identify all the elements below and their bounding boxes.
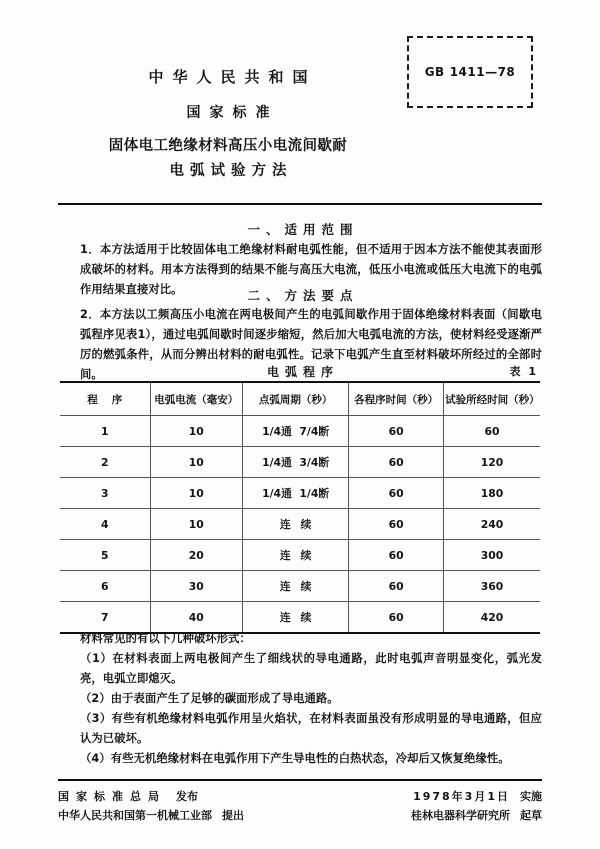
arc-program-table <box>60 381 540 634</box>
footer-effective-group <box>413 787 542 806</box>
footer-drafter: 桂林电器科学研究所 <box>411 809 510 822</box>
table-header-row <box>60 382 540 416</box>
cell-elapsed: 360 <box>444 571 540 602</box>
failure-mode-item-text: （3）有些有机绝缘材料电弧作用呈火焰状，在材料表面虽没有形成明显的导电通路，但应认为已破坏。 <box>80 712 542 745</box>
failure-modes-intro <box>58 629 542 649</box>
cell-current: 30 <box>150 571 243 602</box>
table-row <box>60 509 540 540</box>
cell-program: 3 <box>60 478 150 509</box>
cell-duration: 60 <box>349 478 444 509</box>
cell-duration: 60 <box>349 602 444 634</box>
footer-effective-action: 实施 <box>520 790 542 803</box>
footer-proposer: 中华人民共和国第一机械工业部 <box>58 809 212 822</box>
cell-current: 10 <box>150 447 243 478</box>
cell-elapsed: 420 <box>444 602 540 634</box>
column-header-current: 电弧电流（毫安） <box>150 382 243 416</box>
cell-elapsed: 300 <box>444 540 540 571</box>
cell-current: 10 <box>150 416 243 447</box>
cell-current: 10 <box>150 478 243 509</box>
table-header <box>60 382 540 416</box>
failure-mode-item <box>58 749 542 769</box>
cell-cycle: 1/4通 1/4断 <box>243 478 349 509</box>
table-row <box>60 416 540 447</box>
cell-cycle: 连续 <box>243 571 349 602</box>
column-header-program: 程序 <box>60 382 150 416</box>
footer-proposer-action: 提出 <box>222 809 244 822</box>
cell-duration: 60 <box>349 416 444 447</box>
table-caption: 电弧程序 <box>266 365 339 379</box>
cell-duration: 60 <box>349 540 444 571</box>
cell-duration: 60 <box>349 571 444 602</box>
table-row <box>60 540 540 571</box>
section-body-scope-text: 1．本方法适用于比较固体电工绝缘材料耐电弧性能，但不适用于因本方法不能使其表面形成破坏的材料。用本方法得到的结果不能与高压大电流，低压小电流或低压大电流下的电弧作用结果直接对比。 <box>80 243 542 296</box>
section-heading-scope: 一、适用范围 <box>247 222 359 237</box>
table-row <box>60 447 540 478</box>
table-number: 表 1 <box>509 365 538 378</box>
footer-issuer-action: 发布 <box>176 790 198 803</box>
cell-elapsed: 180 <box>444 478 540 509</box>
failure-mode-item <box>58 709 542 749</box>
failure-mode-item <box>58 689 542 709</box>
page-sheet <box>58 0 542 849</box>
footer-drafter-action: 起草 <box>520 809 542 822</box>
cell-current: 10 <box>150 509 243 540</box>
standard-number-box <box>407 36 533 108</box>
failure-mode-item <box>58 649 542 689</box>
footer-row-proposer <box>58 806 542 825</box>
cell-program: 7 <box>60 602 150 634</box>
cell-program: 1 <box>60 416 150 447</box>
failure-mode-item-text: （1）在材料表面上两电极间产生了细线状的导电通路，此时电弧声音明显变化，弧光发亮，电弧立即熄灭。 <box>80 652 542 685</box>
header-divider <box>58 203 542 205</box>
masthead <box>58 62 398 184</box>
cell-elapsed: 240 <box>444 509 540 540</box>
failure-mode-item-text: （2）由于表面产生了足够的碳面形成了导电通路。 <box>80 692 339 705</box>
failure-modes-intro-text: 材料常见的有以下几种破坏形式： <box>80 632 251 645</box>
column-header-elapsed: 试验所经时间（秒） <box>444 382 540 416</box>
footer-row-issuer <box>58 787 542 806</box>
footer-issuer: 国家标准总局 <box>58 790 166 803</box>
column-header-duration: 各程序时间（秒） <box>349 382 444 416</box>
cell-cycle: 1/4通 3/4断 <box>243 447 349 478</box>
section-heading-method: 二、方法要点 <box>247 288 359 303</box>
cell-cycle: 连续 <box>243 509 349 540</box>
standard-number-prefix: GB <box>424 65 445 79</box>
cell-current: 40 <box>150 602 243 634</box>
footer-drafter-group <box>411 806 542 825</box>
cell-elapsed: 60 <box>444 416 540 447</box>
document-title-line1: 固体电工绝缘材料高压小电流间歇耐 <box>108 138 348 154</box>
section-body-method-text: 2．本方法以工频高压小电流在两电极间产生的电弧间歇作用于固体绝缘材料表面（间歇电弧程序见表1），通过电弧间歇时间逐步缩短，然后加大电弧电流的方法，使材料经受逐渐严厉的燃弧条件，从而分辨出材料的耐电弧性。记录下电弧产生直至材料破坏所经过的全部时间。 <box>80 308 542 381</box>
table-body <box>60 416 540 634</box>
standard-number <box>425 65 516 79</box>
cell-current: 20 <box>150 540 243 571</box>
footer <box>58 787 542 825</box>
table-row <box>60 478 540 509</box>
column-header-cycle: 点弧周期（秒） <box>243 382 349 416</box>
standard-number-value: 1411—78 <box>449 65 516 79</box>
cell-elapsed: 120 <box>444 447 540 478</box>
document-title-line2: 电弧试验方法 <box>169 163 293 179</box>
table-row <box>60 571 540 602</box>
footer-divider <box>58 779 542 781</box>
cell-duration: 60 <box>349 447 444 478</box>
cell-duration: 60 <box>349 509 444 540</box>
failure-mode-item-text: （4）有些无机绝缘材料在电弧作用下产生导电性的白热状态，冷却后又恢复绝缘性。 <box>80 752 510 765</box>
footer-proposer-group <box>58 806 244 825</box>
footer-effective-date: 1978年3月1日 <box>413 790 510 803</box>
standard-label: 国家标准 <box>186 105 279 121</box>
cell-program: 6 <box>60 571 150 602</box>
footer-issuer-group <box>58 787 198 806</box>
cell-program: 5 <box>60 540 150 571</box>
nation-title: 中华人民共和国 <box>148 68 317 86</box>
cell-cycle: 连续 <box>243 602 349 634</box>
cell-program: 2 <box>60 447 150 478</box>
cell-program: 4 <box>60 509 150 540</box>
cell-cycle: 连续 <box>243 540 349 571</box>
cell-cycle: 1/4通 7/4断 <box>243 416 349 447</box>
